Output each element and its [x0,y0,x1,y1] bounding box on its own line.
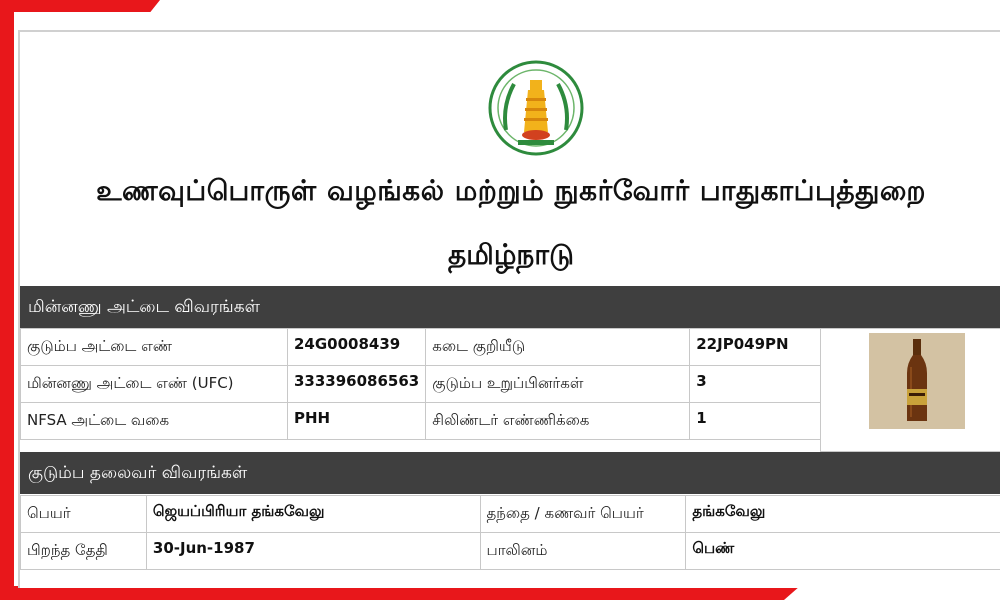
table-row [21,403,825,440]
name-label: பெயர் [21,496,147,533]
family-members-label: குடும்ப உறுப்பினர்கள் [426,366,690,403]
family-card-number-value: 24G0008439 [288,329,426,366]
gender-value: பெண் [686,533,1000,570]
gender-label: பாலினம் [480,533,686,570]
section-header-family-head: குடும்ப தலைவர் விவரங்கள் [20,452,1000,494]
family-card-number-label: குடும்ப அட்டை எண் [21,329,288,366]
photo-cell [820,328,1000,452]
bottle-photo-icon [869,333,965,429]
cylinder-count-label: சிலிண்டர் எண்ணிக்கை [426,403,690,440]
date-of-birth-value: 30-Jun-1987 [146,533,480,570]
red-frame-bottom [0,586,800,600]
table-row [21,329,825,366]
card-details-table [20,328,825,440]
shop-code-value: 22JP049PN [690,329,825,366]
cylinder-count-value: 1 [690,403,825,440]
red-frame-top [0,0,160,12]
tamil-nadu-emblem-icon [488,60,584,156]
state-title: தமிழ்நாடு [448,238,574,271]
name-value: ஜெயப்பிரியா தங்கவேலு [146,496,480,533]
table-row [21,496,1000,533]
red-frame-left [0,0,14,600]
ufc-number-label: மின்னணு அட்டை எண் (UFC) [21,366,288,403]
family-members-value: 3 [690,366,825,403]
nfsa-card-type-label: NFSA அட்டை வகை [21,403,288,440]
table-row [21,533,1000,570]
family-head-table [20,495,1000,570]
department-title: உணவுப்பொருள் வழங்கல் மற்றும் நுகர்வோர் பாதுகாப்புத்துறை [96,174,926,207]
table-row [21,366,825,403]
ufc-number-value: 333396086563 [288,366,426,403]
father-husband-name-label: தந்தை / கணவர் பெயர் [480,496,686,533]
nfsa-card-type-value: PHH [288,403,426,440]
section-header-card-details: மின்னணு அட்டை விவரங்கள் [20,286,1000,328]
date-of-birth-label: பிறந்த தேதி [21,533,147,570]
father-husband-name-value: தங்கவேலு [686,496,1000,533]
shop-code-label: கடை குறியீடு [426,329,690,366]
ration-card-document [18,30,1000,588]
